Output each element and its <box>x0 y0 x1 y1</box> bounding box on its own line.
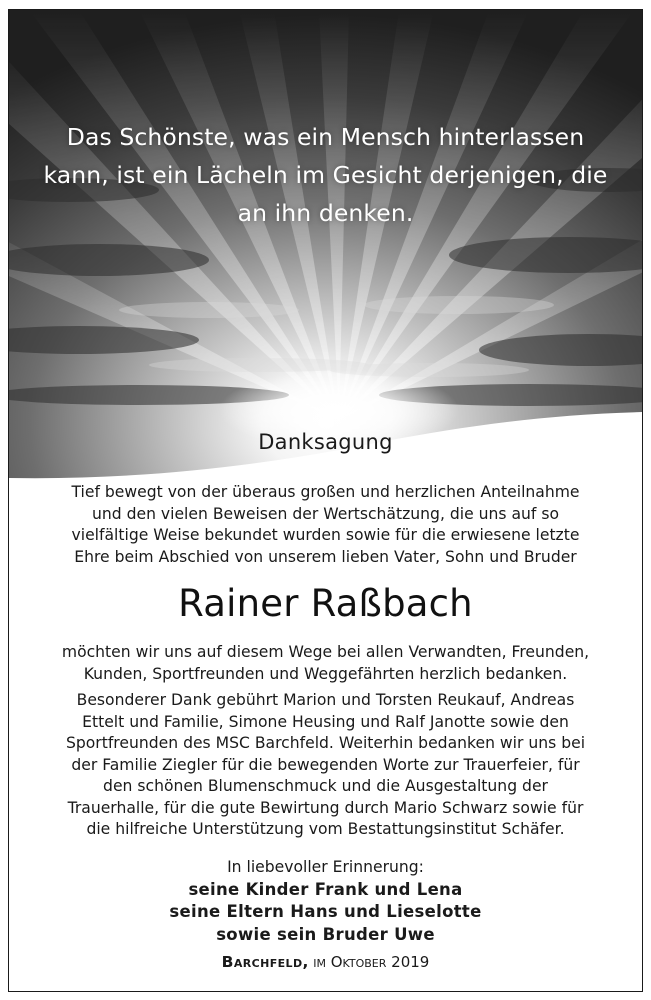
deceased-name: Rainer Raßbach <box>178 582 473 625</box>
quote-line: an ihn denken. <box>237 199 414 227</box>
dateline-date: im Oktober 2019 <box>313 953 430 971</box>
heading-danksagung: Danksagung <box>258 430 393 454</box>
text-line: und den vielen Beweisen der Wertschätzung, die uns auf so <box>91 504 560 523</box>
text-line: der Familie Ziegler für die bewegenden Worte zur Trauerfeier, für <box>71 755 580 774</box>
text-line: vielfältige Weise bekundet wurden sowie für die erwiesene letzte <box>71 526 580 544</box>
obituary-card <box>8 9 643 992</box>
text-line: möchten wir uns auf diesem Wege bei allen Verwandten, Freunden, <box>61 643 590 661</box>
signatory-children: seine Kinder Frank und Lena <box>188 879 463 899</box>
sky-sunburst-image <box>9 10 642 490</box>
signatory-brother: sowie sein Bruder Uwe <box>216 924 435 944</box>
text-line: Ettelt und Familie, Simone Heusing und Ralf Janotte sowie den <box>82 712 569 731</box>
text-line: Besonderer Dank gebührt Marion und Torsten Reukauf, Andreas <box>76 691 575 709</box>
quote-line: Das Schönste, was ein Mensch hinterlassen <box>66 123 585 151</box>
signatories <box>9 856 642 946</box>
thanks-paragraph <box>9 642 642 685</box>
signatory-parents: seine Eltern Hans und Lieselotte <box>169 902 482 921</box>
text-line: Tief bewegt von der überaus großen und herzlichen Anteilnahme <box>71 483 580 501</box>
dateline-place: Barchfeld, <box>221 953 309 971</box>
text-line: Trauerhalle, für die gute Bewirtung durch Mario Schwarz sowie für <box>67 798 584 817</box>
special-thanks-paragraph <box>9 690 642 841</box>
sky-sunburst-graphic <box>9 10 643 490</box>
text-line: den schönen Blumenschmuck und die Ausgestaltung der <box>103 777 548 795</box>
text-line: Sportfreunden des MSC Barchfeld. Weiterhin bedanken wir uns bei <box>65 734 586 752</box>
memorial-quote <box>9 118 642 232</box>
intro-paragraph <box>9 482 642 568</box>
memory-intro: In liebevoller Erinnerung: <box>227 858 424 876</box>
text-line: die hilfreiche Unterstützung vom Bestattungsinstitut Schäfer. <box>86 820 565 838</box>
text-line: Ehre beim Abschied von unserem lieben Vater, Sohn und Bruder <box>74 547 577 566</box>
quote-line: kann, ist ein Lächeln im Gesicht derjenigen, die <box>43 161 608 189</box>
dateline <box>9 953 642 971</box>
text-line: Kunden, Sportfreunden und Weggefährten herzlich bedanken. <box>83 664 568 683</box>
